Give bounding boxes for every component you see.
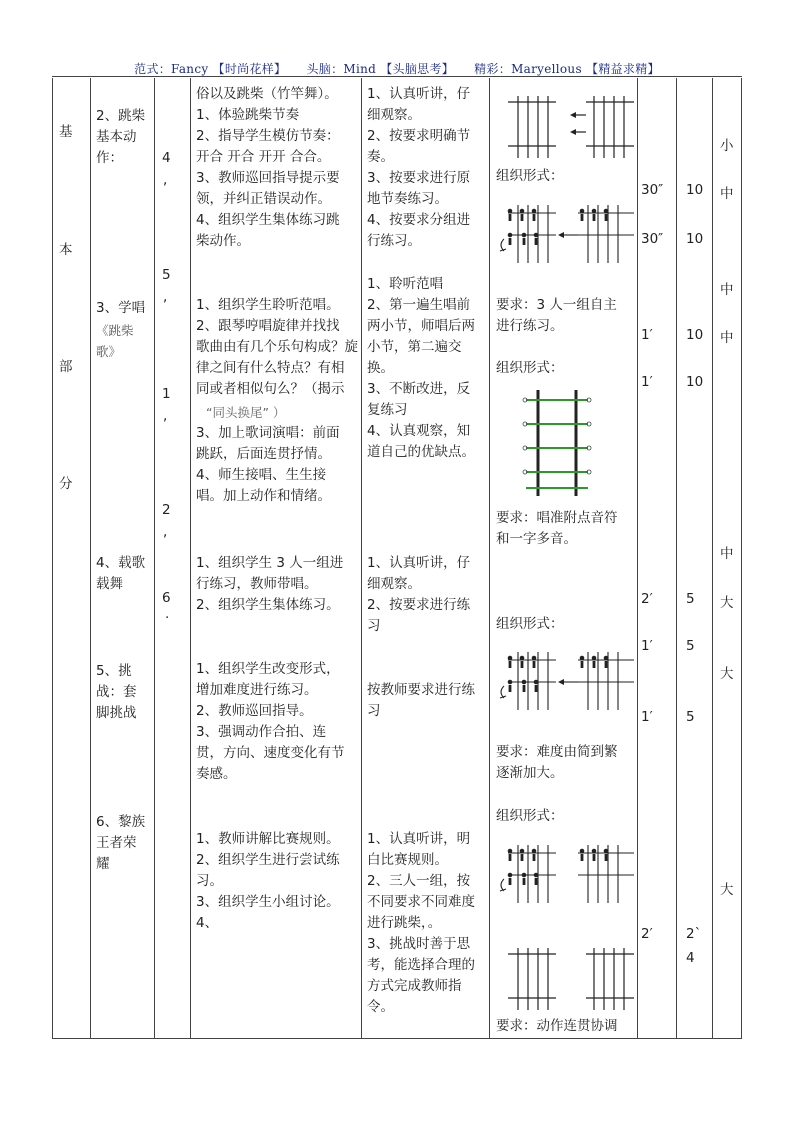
org-form-label: 组织形式：	[496, 616, 564, 632]
table-col-divider	[154, 78, 155, 1039]
time-value: 1	[162, 386, 171, 402]
intensity-value: 大	[720, 666, 734, 682]
teacher-block-dance: 1、组织学生 3 人一组进 行练习，教师带唱。 2、组织学生集体练习。	[196, 555, 344, 613]
table-border-left	[52, 78, 53, 1039]
count-value: 5	[686, 591, 695, 607]
section-char: 本	[59, 242, 73, 258]
student-block-basic: 1、认真听讲，仔 细观察。 2、按要求明确节 奏。 3、按要求进行原 地节奏练习。 4、按要求分组进 行练习。	[367, 86, 471, 249]
org-form-label: 组织形式：	[496, 808, 564, 824]
duration-value: 1′	[641, 327, 653, 343]
teacher-intro: 俗以及跳柴（竹竿舞）。	[196, 86, 338, 102]
student-block-challenge: 按教师要求进行练 习	[367, 682, 475, 719]
table-col-divider	[190, 78, 191, 1039]
count-value: 10	[686, 374, 704, 390]
table-col-divider	[637, 78, 638, 1039]
org-form-label: 组织形式：	[496, 360, 564, 376]
item-tiaochai-basic: 2、跳柴 基本动 作：	[96, 108, 146, 166]
item-learn-song: 3、学唱	[96, 300, 146, 316]
item-challenge: 5、挑 战：套 脚挑战	[96, 663, 137, 721]
intensity-value: 中	[720, 282, 734, 298]
student-block-dance: 1、认真听讲，仔 细观察。 2、按要求进行练 习	[367, 555, 471, 634]
header-marvellous: 精彩：Maryellous 【精益求精】	[474, 62, 660, 76]
time-value: 4	[162, 150, 171, 166]
time-mark: ·	[165, 610, 170, 626]
time-mark: ,	[163, 524, 168, 540]
section-char: 基	[59, 124, 73, 140]
section-char: 分	[59, 476, 73, 492]
count-value: 10	[686, 182, 704, 198]
intensity-value: 大	[720, 882, 734, 898]
time-value: 5	[162, 267, 171, 283]
item-li-king: 6、黎族 王者荣 耀	[96, 814, 146, 872]
section-char: 部	[59, 359, 73, 375]
duration-value: 1′	[641, 638, 653, 654]
page-header	[52, 60, 742, 76]
org-requirement: 要求：3 人一组自主 进行练习。	[496, 297, 617, 334]
time-mark: ,	[163, 172, 168, 188]
org-requirement: 要求：动作连贯协调	[496, 1018, 618, 1034]
org-form-label: 组织形式：	[496, 168, 564, 184]
time-value: 2	[162, 502, 171, 518]
org-requirement: 要求：唱准附点音符 和一字多音。	[496, 510, 618, 547]
duration-value: 2′	[641, 591, 653, 607]
time-mark: ,	[163, 408, 168, 424]
formation-diagram-poles	[508, 96, 634, 158]
count-value: 5	[686, 638, 695, 654]
table-col-divider	[676, 78, 677, 1039]
formation-diagram-groups-3	[496, 845, 636, 903]
count-value: 5	[686, 709, 695, 725]
count-value: 2`	[686, 926, 702, 942]
table-col-divider	[712, 78, 713, 1039]
header-rule	[52, 76, 742, 77]
duration-value: 1′	[641, 709, 653, 725]
count-value: 4	[686, 950, 695, 966]
item-sing-dance: 4、载歌 载舞	[96, 555, 146, 592]
duration-value: 30″	[641, 182, 664, 198]
teacher-block-basic: 1、体验跳柴节奏 2、指导学生模仿节奏： 开合 开合 开开 合合。 3、教师巡回指导提示要 领，并纠正错误动作。 4、组织学生集体练习跳 柴动作。	[196, 107, 340, 249]
formation-diagram-poles-2	[508, 948, 634, 1010]
teacher-song-quote: “同头换尾” ）	[206, 405, 286, 420]
intensity-value: 中	[720, 546, 734, 562]
duration-value: 1′	[641, 374, 653, 390]
formation-diagram-groups-2	[496, 652, 636, 710]
time-mark: ,	[163, 289, 168, 305]
org-requirement: 要求：难度由简到繁 逐渐加大。	[496, 744, 618, 781]
intensity-value: 中	[720, 186, 734, 202]
student-block-song: 1、聆听范唱 2、第一遍生唱前 两小节，师唱后两 小节，第二遍交 换。 3、不断改进，反 复练习 4、认真观察，知 道自己的优缺点。	[367, 276, 475, 460]
formation-diagram-ladder	[522, 388, 592, 498]
duration-value: 30″	[641, 231, 664, 247]
student-block-game: 1、认真听讲，明 白比赛规则。 2、三人一组，按 不同要求不同难度 进行跳柴，。 3、挑战时善于思 考，能选择合理的 方式完成教师指 令。	[367, 831, 475, 1015]
count-value: 10	[686, 327, 704, 343]
teacher-block-song: 1、组织学生聆听范唱。 2、跟琴哼唱旋律并找找 歌曲由有几个乐句构成？旋 律之间有什么特点？有相 同或者相似句么？（揭示	[196, 297, 358, 397]
table-col-divider	[489, 78, 490, 1039]
count-value: 10	[686, 231, 704, 247]
header-mind: 头脑：Mind 【头脑思考】	[306, 62, 455, 76]
formation-diagram-groups	[496, 205, 636, 263]
item-song-title: 《跳柴 歌》	[96, 323, 134, 359]
table-col-divider	[361, 78, 362, 1039]
table-col-divider	[90, 78, 91, 1039]
intensity-value: 中	[720, 330, 734, 346]
table-bottom-border	[52, 1038, 742, 1039]
header-fancy: 范式：Fancy 【时尚花样】	[134, 62, 287, 76]
time-value: 6	[162, 590, 171, 606]
duration-value: 2′	[641, 926, 653, 942]
teacher-block-game: 1、教师讲解比赛规则。 2、组织学生进行尝试练 习。 3、组织学生小组讨论。 4、	[196, 831, 340, 931]
teacher-block-song-2: 3、加上歌词演唱：前面 跳跃，后面连贯抒情。 4、师生接唱、生生接 唱。加上动作和情绪。	[196, 425, 340, 504]
intensity-value: 小	[720, 138, 734, 154]
intensity-value: 大	[720, 595, 734, 611]
table-border-right	[741, 78, 742, 1039]
teacher-block-challenge: 1、组织学生改变形式， 增加难度进行练习。 2、教师巡回指导。 3、强调动作合拍、连 贯，方向、速度变化有节 奏感。	[196, 661, 345, 782]
